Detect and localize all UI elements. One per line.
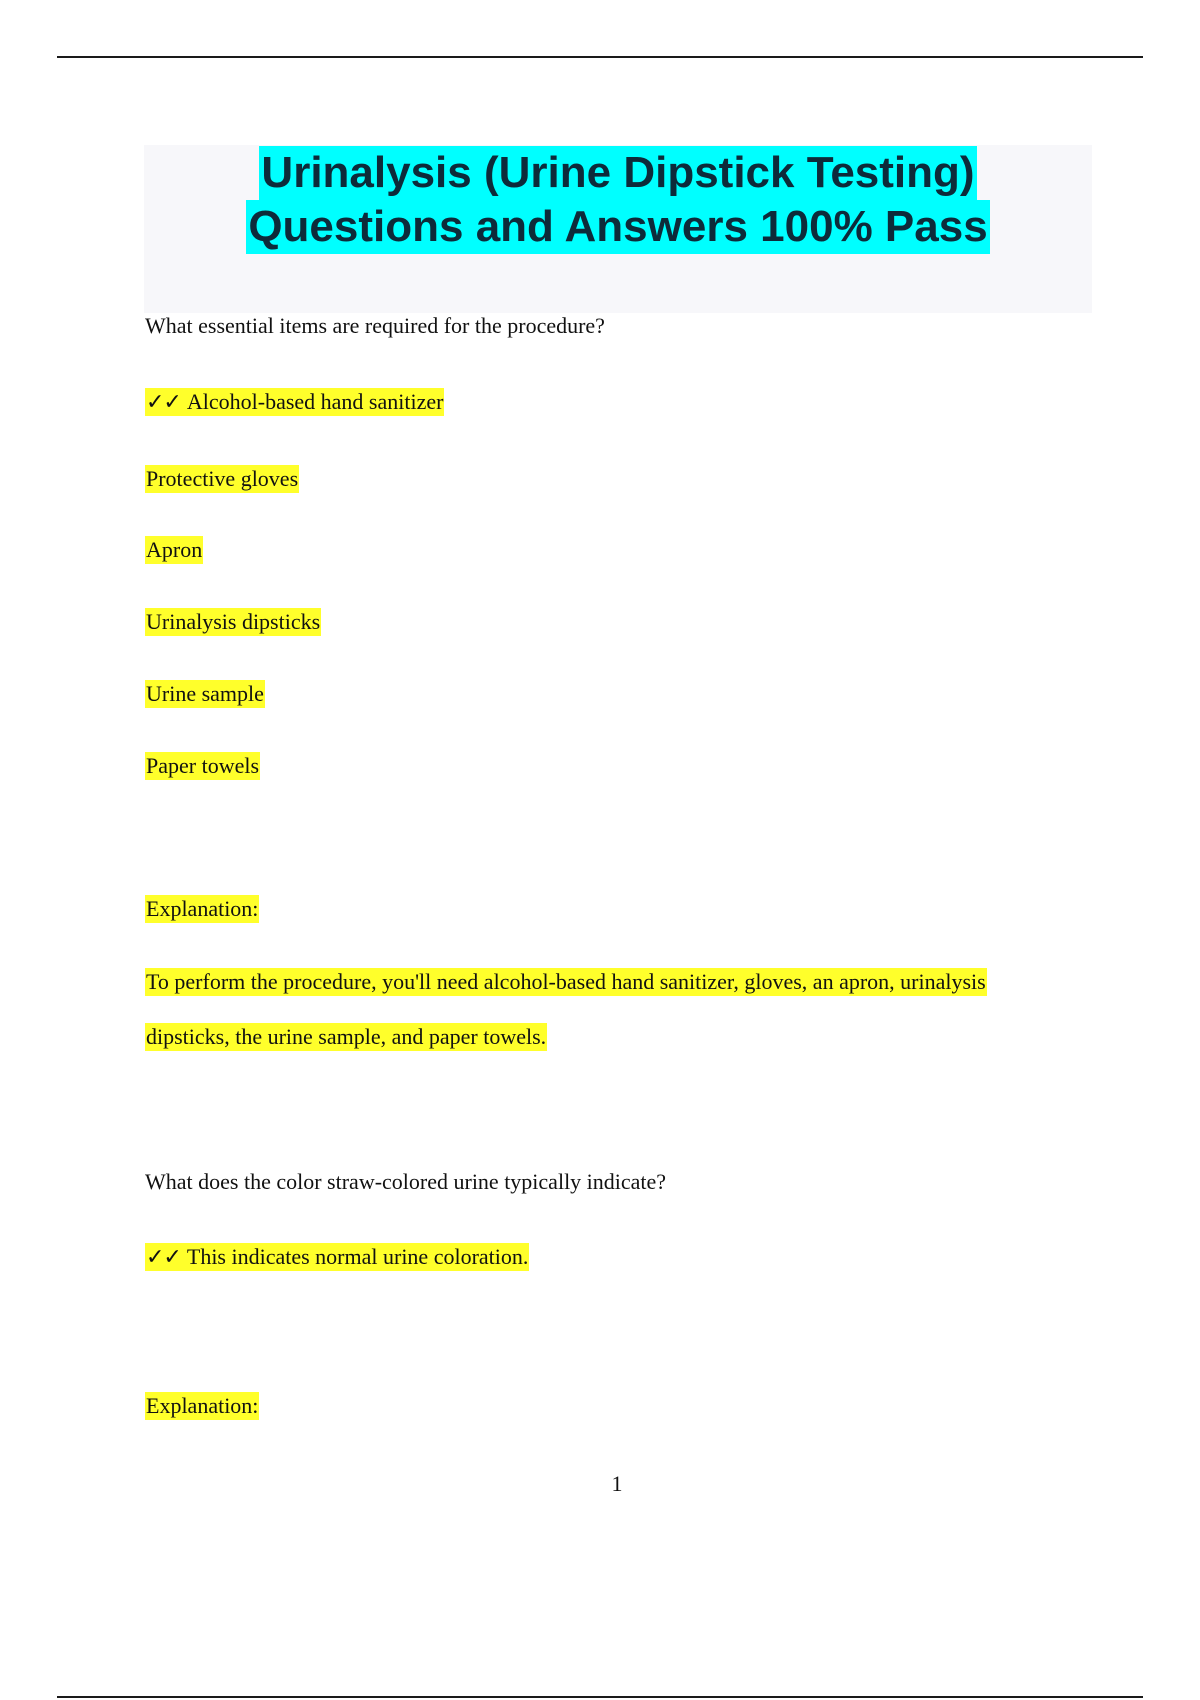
question-2-text: What does the color straw-colored urine typically indicate? — [145, 1169, 667, 1194]
question-1-text: What essential items are required for the procedure? — [145, 313, 605, 338]
question-1-answer-2: Protective gloves — [146, 466, 299, 491]
question-1-answer-3: Apron — [146, 537, 203, 562]
document-title-line-2: Questions and Answers 100% Pass — [246, 200, 989, 254]
question-1-explanation-line-2: dipsticks, the urine sample, and paper towels. — [146, 1024, 547, 1049]
header-rule — [57, 56, 1143, 58]
question-1-answer-4: Urinalysis dipsticks — [146, 609, 321, 634]
document-title-line-1: Urinalysis (Urine Dipstick Testing) — [259, 146, 976, 200]
double-check-icon: ✓✓ — [146, 390, 181, 415]
question-2-answer-1 — [145, 1243, 529, 1272]
title-block — [144, 145, 1092, 313]
question-1-explanation-label: Explanation: — [146, 896, 259, 921]
answer-highlight: ✓✓ Alcohol-based hand sanitizer — [146, 389, 444, 415]
question-1-answer-6: Paper towels — [146, 753, 260, 778]
double-check-icon: ✓✓ — [146, 1245, 181, 1270]
question-2-explanation-label: Explanation: — [146, 1393, 259, 1418]
question-1-answer-1 — [145, 388, 444, 417]
question-1-explanation-line-1: To perform the procedure, you'll need alcohol-based hand sanitizer, gloves, an apron, urinalysis — [146, 969, 986, 994]
page-number: 1 — [611, 1471, 623, 1496]
footer-rule — [57, 1696, 1143, 1698]
answer-highlight: ✓✓ This indicates normal urine coloration. — [146, 1244, 529, 1270]
question-1-answer-5: Urine sample — [146, 681, 264, 706]
